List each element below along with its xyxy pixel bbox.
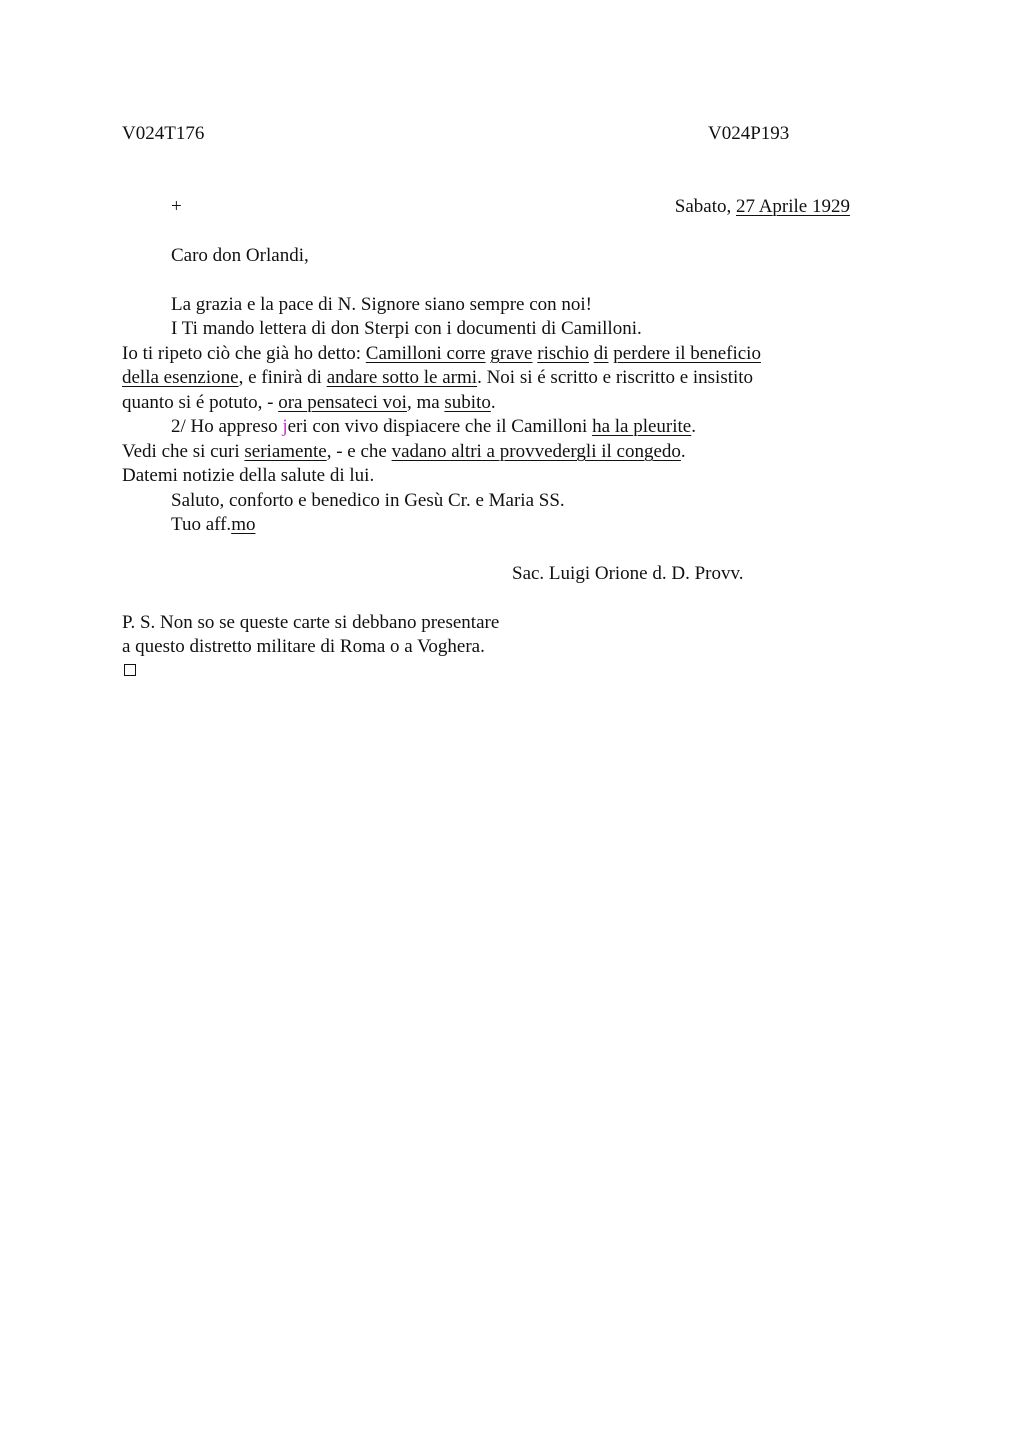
underlined-text: di (593, 343, 609, 364)
paragraph-2-line-1 (171, 415, 696, 439)
underlined-text: seriamente (244, 441, 327, 462)
text-run: . (680, 441, 686, 462)
text-run: Tuo aff. (171, 514, 232, 535)
highlighted-letter: j (282, 416, 288, 437)
salutation: Caro don Orlandi, (171, 245, 309, 266)
paragraph-1-line-2 (122, 342, 761, 366)
cross-mark: + (171, 196, 182, 217)
underlined-text: della esenzione (122, 367, 239, 388)
underlined-text: subito (444, 392, 491, 413)
greeting-line: La grazia e la pace di N. Signore siano sempre con noi! (171, 294, 593, 315)
paragraph-1-line-1: I Ti mando lettera di don Sterpi con i documenti di Camilloni. (171, 318, 642, 339)
text-run: , - e che (326, 441, 392, 462)
text-run: Io ti ripeto ciò che già ho detto: (122, 343, 366, 364)
date-prefix: Sabato, (674, 196, 736, 217)
header-left-code: V024T176 (122, 123, 205, 144)
header-right-code: V024P193 (708, 123, 790, 144)
text-run: , ma (406, 392, 445, 413)
text-run: Vedi che si curi (122, 441, 245, 462)
paragraph-1-line-4 (122, 391, 496, 415)
text-run: . Noi si é scritto e riscritto e insistito (477, 367, 754, 388)
text-run: 2/ Ho appreso (171, 416, 283, 437)
text-run: quanto si é potuto, - (122, 392, 279, 413)
paragraph-1-line-3 (122, 366, 753, 390)
postscript-line-2: a questo distretto militare di Roma o a Voghera. (122, 636, 485, 657)
end-square-icon (124, 664, 136, 676)
underlined-text: andare sotto le armi (326, 367, 478, 388)
text-run: . (490, 392, 496, 413)
underlined-text: rischio (537, 343, 589, 364)
underlined-text: Camilloni corre (365, 343, 486, 364)
underlined-text: perdere il beneficio (613, 343, 761, 364)
postscript-line-1: P. S. Non so se queste carte si debbano presentare (122, 612, 500, 633)
signature: Sac. Luigi Orione d. D. Provv. (512, 563, 744, 584)
underlined-text: ora pensateci voi (278, 392, 407, 413)
paragraph-2-line-2 (122, 440, 686, 464)
paragraph-2-line-3: Datemi notizie della salute di lui. (122, 465, 375, 486)
closing-line-2 (171, 513, 255, 537)
letter-date (675, 195, 850, 219)
underlined-text: mo (231, 514, 256, 535)
text-run: , e finirà di (238, 367, 327, 388)
date-value: 27 Aprile 1929 (736, 196, 850, 217)
text-run: . (691, 416, 696, 437)
closing-line-1: Saluto, conforto e benedico in Gesù Cr. e Maria SS. (171, 490, 565, 511)
underlined-text: ha la pleurite (592, 416, 692, 437)
underlined-text: grave (490, 343, 533, 364)
underlined-text: vadano altri a provvedergli il congedo (391, 441, 681, 462)
text-run: eri con vivo dispiacere che il Camilloni (287, 416, 593, 437)
